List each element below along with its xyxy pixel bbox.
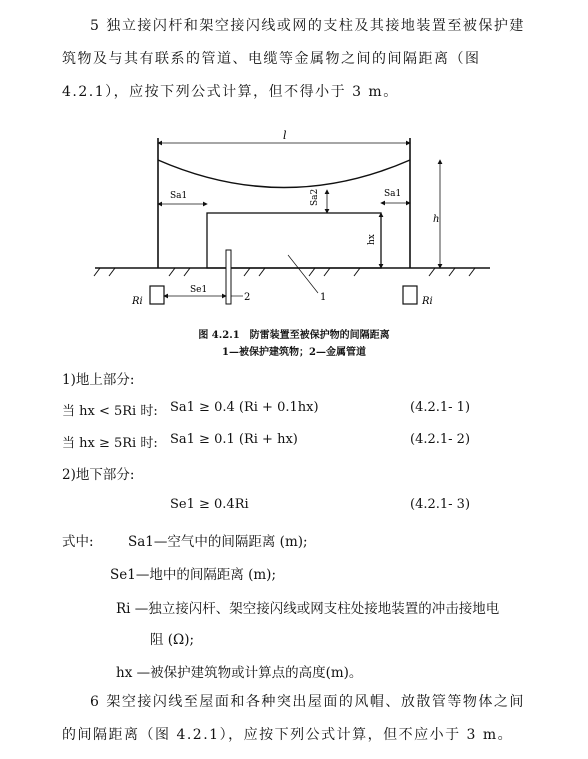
paragraph-5: 5 独立接闪杆和架空接闪线或网的支柱及其接地装置至被保护建筑物及与其有联系的管道、电缆等金属物之间的间隔距离（图 4.2.1），应按下列公式计算，但不得小于 3 m。 (62, 18, 525, 100)
def-hx: hx —被保护建筑物或计算点的高度(m)。 (116, 665, 363, 681)
ri-left-label: Ri (132, 296, 143, 307)
ground-hatching (94, 268, 475, 276)
hx-label: hx (367, 234, 377, 245)
eq2-number: (4.2.1- 2) (410, 432, 471, 447)
defs-prefix: 式中: (62, 534, 94, 550)
figure-caption-legend: 1—被保护建筑物；2—金属管道 (222, 347, 366, 358)
left-ground-electrode (150, 286, 164, 304)
eq3-formula: Se1 ≥ 0.4Ri (170, 497, 249, 512)
figure-caption-title: 图 4.2.1 防雷装置至被保护物的间隔距离 (198, 330, 390, 341)
eq3-number: (4.2.1- 3) (410, 497, 471, 512)
eq2-condition: 当 hx ≥ 5Ri 时: (62, 436, 158, 451)
se1-label: Se1 (190, 285, 208, 295)
sa1-right-label: Sa1 (384, 189, 402, 199)
sa2-label: Sa2 (310, 188, 320, 206)
figure-4-2-1 (0, 0, 588, 330)
def-ri-line2: 阻 (Ω); (150, 632, 195, 648)
ri-right-label: Ri (422, 296, 433, 307)
sa1-left-label: Sa1 (170, 191, 188, 201)
section-above-ground: 1)地上部分: (62, 372, 135, 388)
span-label: l (283, 129, 287, 142)
metal-pipe (226, 250, 231, 304)
catenary-wire (158, 160, 410, 188)
label-1: 1 (320, 292, 327, 303)
eq1-condition: 当 hx < 5Ri 时: (62, 404, 158, 419)
eq2-formula: Sa1 ≥ 0.1 (Ri + hx) (170, 432, 298, 447)
def-sa1: Sa1—空气中的间隔距离 (m); (128, 534, 308, 550)
def-ri-line1: Ri —独立接闪杆、架空接闪线或网支柱处接地装置的冲击接地电 (116, 601, 500, 617)
label-2: 2 (244, 292, 251, 303)
protected-building (207, 213, 381, 268)
eq1-number: (4.2.1- 1) (410, 400, 471, 415)
eq1-formula: Sa1 ≥ 0.4 (Ri + 0.1hx) (170, 400, 319, 415)
def-se1: Se1—地中的间隔距离 (m); (110, 567, 277, 583)
paragraph-6: 6 架空接闪线至屋面和各种突出屋面的风帽、放散管等物体之间的间隔距离（图 4.2.1），应按下列公式计算，但不应小于 3 m。 (62, 694, 525, 743)
h-label: h (433, 214, 440, 225)
section-underground: 2)地下部分: (62, 467, 135, 483)
right-ground-electrode (403, 286, 417, 304)
